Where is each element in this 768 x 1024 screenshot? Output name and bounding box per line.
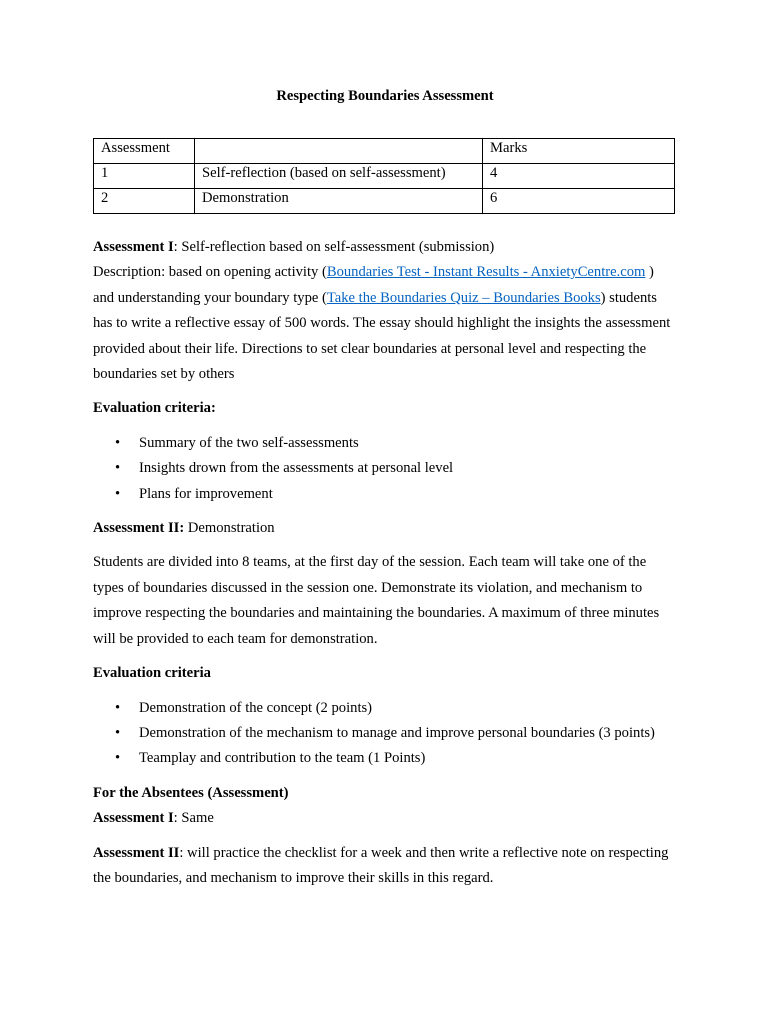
assessment-2-heading-rest: Demonstration (184, 520, 275, 537)
evaluation-criteria-1-heading (93, 396, 677, 421)
evaluation-criteria-2-list (93, 696, 677, 772)
description-text-mid: ) and understanding your boundary type ( (93, 264, 654, 306)
bullet-icon: • (115, 485, 121, 502)
bullet-icon: • (115, 724, 121, 741)
list-item-text: Summary of the two self-assessments (139, 434, 359, 451)
table-row (94, 189, 675, 214)
list-item (93, 456, 677, 481)
marks-table (93, 138, 675, 214)
assessment-2-heading: Assessment II: (93, 520, 185, 537)
description-text-end: ) students has to write a reflective essay of 500 words. The essay should highlight the insights the assessment provided about their life. Directions to set clear boundaries at personal level and respecting the boundaries set by others (93, 289, 671, 383)
assessment-2-heading-line (93, 516, 677, 541)
list-item-text: Insights drown from the assessments at personal level (139, 460, 454, 477)
list-item-text: Demonstration of the concept (2 points) (139, 699, 373, 716)
table-cell: Self-reflection (based on self-assessment) (195, 164, 483, 189)
evaluation-criteria-1-label: Evaluation criteria: (93, 400, 216, 417)
table-cell: Demonstration (195, 189, 483, 214)
table-header-cell: Marks (483, 139, 675, 164)
table-row (94, 164, 675, 189)
absentees-assessment-2-text: : will practice the checklist for a week and then write a reflective note on respecting the boundaries, and mechanism to improve their skills in this regard. (93, 844, 669, 886)
absentees-assessment-2 (93, 841, 677, 892)
list-item (93, 696, 677, 721)
bullet-icon: • (115, 699, 121, 716)
assessment-1-description (93, 260, 677, 387)
absentees-assessment-1 (93, 806, 677, 831)
table-cell: 6 (483, 189, 675, 214)
list-item (93, 721, 677, 746)
list-item-text: Demonstration of the mechanism to manage and improve personal boundaries (3 points) (139, 724, 655, 741)
table-cell: 1 (94, 164, 195, 189)
table-header-row (94, 139, 675, 164)
boundaries-quiz-link[interactable]: Take the Boundaries Quiz – Boundaries Books (326, 289, 601, 306)
table-cell: 2 (94, 189, 195, 214)
absentees-heading-label: For the Absentees (Assessment) (93, 784, 289, 801)
evaluation-criteria-2-heading (93, 661, 677, 686)
absentees-assessment-1-text: : Same (173, 810, 214, 827)
absentees-assessment-2-heading: Assessment II (93, 844, 180, 861)
assessment-2-body: Students are divided into 8 teams, at the first day of the session. Each team will take one of the types of boundaries discussed in the session one. Demonstrate its violation, and mechanism to improve respecting the boundaries and maintaining the boundaries. A maximum of three minutes will be provided to each team for demonstration. (93, 554, 660, 647)
table-header-cell: Assessment (94, 139, 195, 164)
assessment-1-heading-rest: : Self-reflection based on self-assessment (submission) (173, 239, 495, 255)
list-item (93, 746, 677, 771)
bullet-icon: • (115, 460, 121, 477)
document-content (93, 86, 677, 891)
anxietycentre-link[interactable]: Boundaries Test - Instant Results - AnxietyCentre.com (326, 264, 646, 281)
list-item (93, 431, 677, 456)
absentees-heading (93, 781, 677, 806)
table-header-cell (195, 139, 483, 164)
list-item (93, 482, 677, 507)
assessment-1-heading-line (93, 235, 677, 260)
list-item-text: Teamplay and contribution to the team (1 Points) (139, 750, 426, 767)
list-item-text: Plans for improvement (139, 485, 273, 502)
assessment-1-heading: Assessment I (93, 239, 174, 255)
document-title: Respecting Boundaries Assessment (276, 88, 494, 104)
evaluation-criteria-1-list (93, 431, 677, 507)
bullet-icon: • (115, 434, 121, 451)
evaluation-criteria-2-label: Evaluation criteria (93, 665, 211, 682)
description-text-start: Description: based on opening activity ( (93, 264, 327, 281)
bullet-icon: • (115, 750, 121, 767)
table-cell: 4 (483, 164, 675, 189)
absentees-assessment-1-heading: Assessment I (93, 810, 174, 827)
